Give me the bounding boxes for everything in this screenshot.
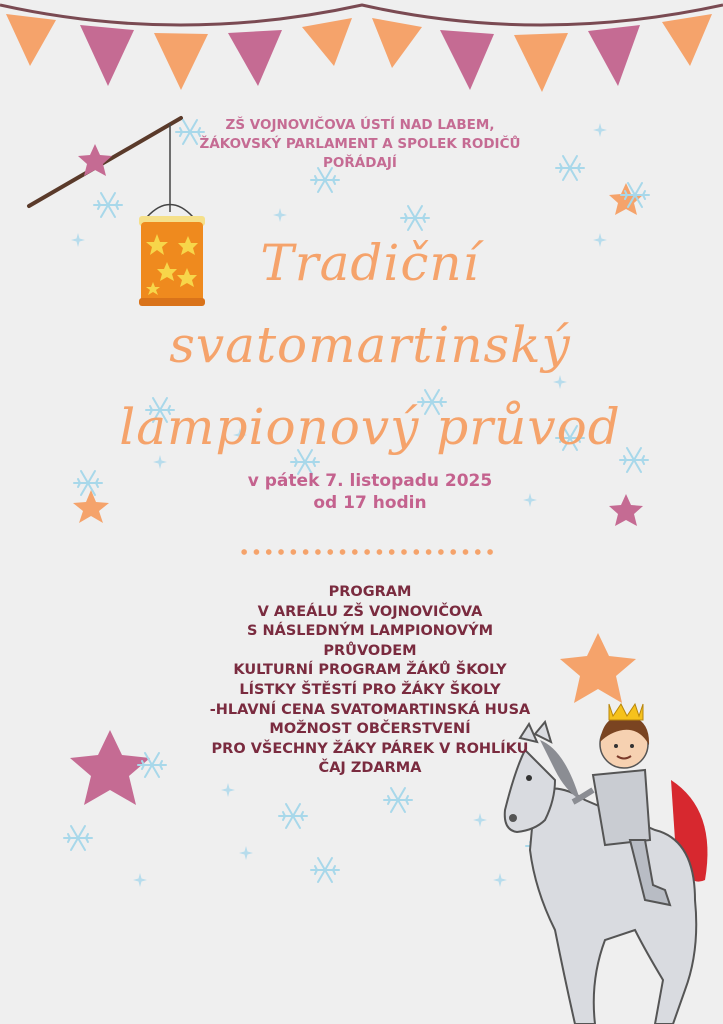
snowflake-icon — [74, 471, 102, 495]
title-line: lampionový průvod — [119, 398, 621, 456]
sparkle-icon — [133, 873, 147, 887]
program-line: ČAJ ZDARMA — [318, 760, 422, 777]
sparkle-icon — [71, 233, 85, 247]
sparkle-icon — [593, 123, 607, 137]
event-date-time — [200, 470, 540, 514]
program-line: PRŮVODEM — [323, 642, 417, 659]
snowflake-icon — [556, 156, 584, 180]
snowflake-icon — [311, 858, 339, 882]
snowflake-icon — [384, 788, 412, 812]
program-line: MOŽNOST OBČERSTVENÍ — [269, 721, 471, 738]
program-line: PRO VŠECHNY ŽÁKY PÁREK V ROHLÍKU — [211, 740, 529, 757]
title-line: svatomartinský — [169, 316, 571, 374]
organizer-line: ŽÁKOVSKÝ PARLAMENT A SPOLEK RODIČŮ — [199, 136, 521, 152]
program-line: KULTURNÍ PROGRAM ŽÁKŮ ŠKOLY — [233, 662, 507, 679]
program-line: PROGRAM — [328, 584, 412, 600]
program-line: LÍSTKY ŠTĚSTÍ PRO ŽÁKY ŠKOLY — [239, 681, 501, 698]
event-time: od 17 hodin — [313, 493, 427, 513]
event-date: v pátek 7. listopadu 2025 — [247, 471, 493, 491]
title-line: Tradiční — [260, 234, 480, 292]
sparkle-icon — [221, 783, 235, 797]
program-line: -HLAVNÍ CENA SVATOMARTINSKÁ HUSA — [209, 701, 531, 718]
organizer-text — [190, 116, 530, 173]
organizer-line: POŘÁDAJÍ — [323, 155, 397, 171]
snowflake-icon — [621, 183, 649, 207]
program-list — [190, 583, 550, 779]
sparkle-icon — [239, 846, 253, 860]
sparkle-icon — [273, 208, 287, 222]
event-title — [100, 222, 640, 468]
organizer-line: ZŠ VOJNOVIČOVA ÚSTÍ NAD LABEM, — [225, 117, 495, 133]
snowflake-icon — [138, 753, 166, 777]
program-line: S NÁSLEDNÝM LAMPIONOVÝM — [246, 623, 494, 640]
snowflake-icon — [64, 826, 92, 850]
snowflake-icon — [279, 804, 307, 828]
snowflake-icon — [94, 193, 122, 217]
sparkle-icon — [473, 813, 487, 827]
program-line: V AREÁLU ZŠ VOJNOVIČOVA — [257, 603, 483, 620]
dotted-divider — [238, 549, 496, 555]
